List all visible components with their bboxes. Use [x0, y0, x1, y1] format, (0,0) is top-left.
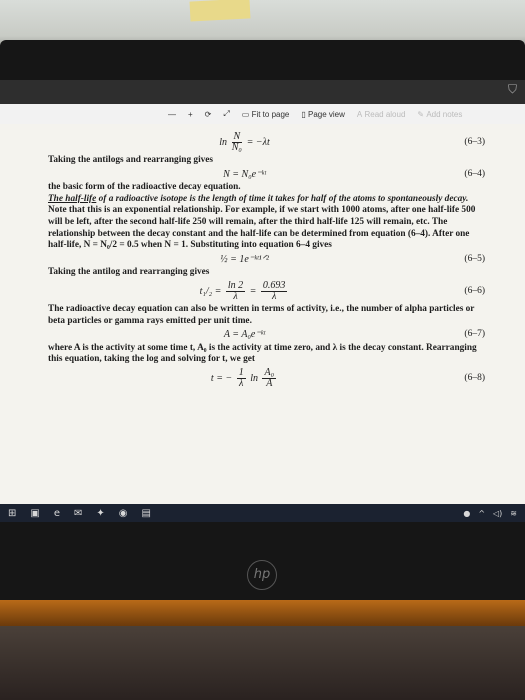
eq68-den1: λ [239, 377, 244, 389]
eq66-number: (6–6) [464, 285, 485, 296]
eq66-equals: = [249, 285, 257, 297]
eq63-ln: ln [219, 136, 227, 148]
store-icon[interactable]: ▣ [30, 507, 40, 519]
half-life-definition: of a radioactive isotope is the length of time it takes for half of the atoms to spontaneously decay. [96, 193, 469, 204]
equation-6-4 [48, 169, 485, 181]
zoom-out-button[interactable]: — [168, 109, 176, 119]
mail-icon[interactable]: ✉ [74, 507, 83, 519]
eq68-lhs: t = − [210, 372, 233, 384]
eq68-num2: A₀ [264, 366, 275, 378]
show-hidden-icon[interactable]: ^ [478, 508, 486, 518]
document-page [0, 124, 525, 504]
para-antilog-rearrange: Taking the antilog and rearranging gives [48, 267, 210, 278]
hp-logo: hp [247, 560, 277, 590]
eq66-den2: λ [271, 290, 277, 302]
eq68-ln: ln [250, 372, 258, 384]
page-view-label: Page view [308, 109, 345, 119]
para-antilogs: Taking the antilogs and rearranging gives [48, 155, 214, 165]
eq63-num: N [233, 131, 241, 142]
equation-6-8 [48, 368, 485, 389]
para-half-life [48, 194, 485, 252]
eq66-num2: 0.693 [262, 279, 286, 291]
eq65-number: (6–5) [464, 253, 485, 264]
add-notes-button[interactable]: ✎ Add notes [417, 109, 463, 119]
eq68-den2: A [266, 377, 273, 389]
read-aloud-label: Read aloud [364, 109, 406, 119]
chrome-icon[interactable]: ◉ [118, 507, 128, 519]
read-aloud-button[interactable]: A Read aloud [356, 109, 406, 119]
add-notes-label: Add notes [426, 109, 463, 119]
laptop-screen [0, 80, 525, 520]
para-activity: The radioactive decay equation can also be written in terms of activity, i.e., the number of alpha particles or beta particles or gamma rays emitted per unit time. [48, 303, 475, 326]
page-view-button[interactable]: ▯ Page view [301, 109, 345, 119]
equation-6-6 [48, 281, 485, 302]
eq63-den: N₀ [231, 142, 242, 153]
task-view-icon[interactable]: ⊞ [8, 507, 17, 519]
window-topbar [0, 80, 525, 104]
zoom-in-button[interactable]: + [188, 109, 193, 119]
eq63-number: (6–3) [464, 136, 485, 147]
eq65-expr: ½ = 1e⁻ᵏᵗ¹ᐟ² [220, 253, 269, 265]
rotate-icon[interactable]: ⟳ [204, 109, 212, 119]
eq63-rhs: = −λt [246, 136, 270, 148]
eq64-number: (6–4) [464, 168, 485, 179]
fit-to-page-button[interactable]: ▭ Fit to page [241, 109, 290, 119]
fit-to-page-label: Fit to page [251, 109, 290, 119]
word-icon[interactable]: ▤ [141, 507, 151, 519]
eq67-expr: A = A₀e⁻ᵏᵗ [223, 329, 266, 341]
eq67-number: (6–7) [464, 329, 485, 340]
app-tray-icon[interactable]: ● [463, 508, 471, 518]
equation-6-5 [48, 254, 485, 266]
eq68-number: (6–8) [464, 372, 485, 383]
para-where-a: where A is the activity at some time t, A₀ is the activity at time zero, and λ is the decay constant. Rearranging this equation, taking the log and solving for t, we get [48, 342, 477, 365]
eq66-den1: λ [233, 290, 238, 302]
laptop-hinge-strip [0, 600, 525, 626]
photos-icon[interactable]: ✦ [96, 507, 105, 519]
volume-icon[interactable]: ◁) [493, 508, 503, 518]
shield-icon[interactable]: ⛉ [507, 82, 517, 96]
laptop-keyboard-deck [0, 626, 525, 700]
sticky-note [190, 0, 251, 22]
para-basic-form: the basic form of the radioactive decay equation. [48, 182, 241, 193]
expand-icon[interactable]: ⤢ [223, 109, 230, 118]
equation-6-7 [48, 329, 485, 341]
half-life-explanation: Note that this is an exponential relationship. For example, if we start with 1000 atoms, after one half-life 500 will be left, after the second half-life 250 will remain, after the third half-life 125 will remain, etc. The relationship between the decay constant and the half-life can be determined from equation (6–4). After one half-life, N = N₀/2 = 0.5 when N = 1. Substituting into equation 6–4 gives [48, 205, 476, 251]
equation-6-3 [48, 132, 485, 153]
eq66-num1: ln 2 [227, 279, 244, 291]
taskbar [0, 504, 525, 522]
edge-icon[interactable]: e [53, 507, 60, 519]
eq66-lhs: t₁/₂ = [199, 285, 222, 297]
pdf-toolbar [0, 104, 525, 124]
eq68-num1: 1 [238, 366, 244, 378]
eq64-expr: N = N₀e⁻ᵏᵗ [223, 168, 266, 180]
half-life-term: The half-life [48, 193, 97, 204]
wifi-icon[interactable]: ≋ [510, 508, 517, 518]
